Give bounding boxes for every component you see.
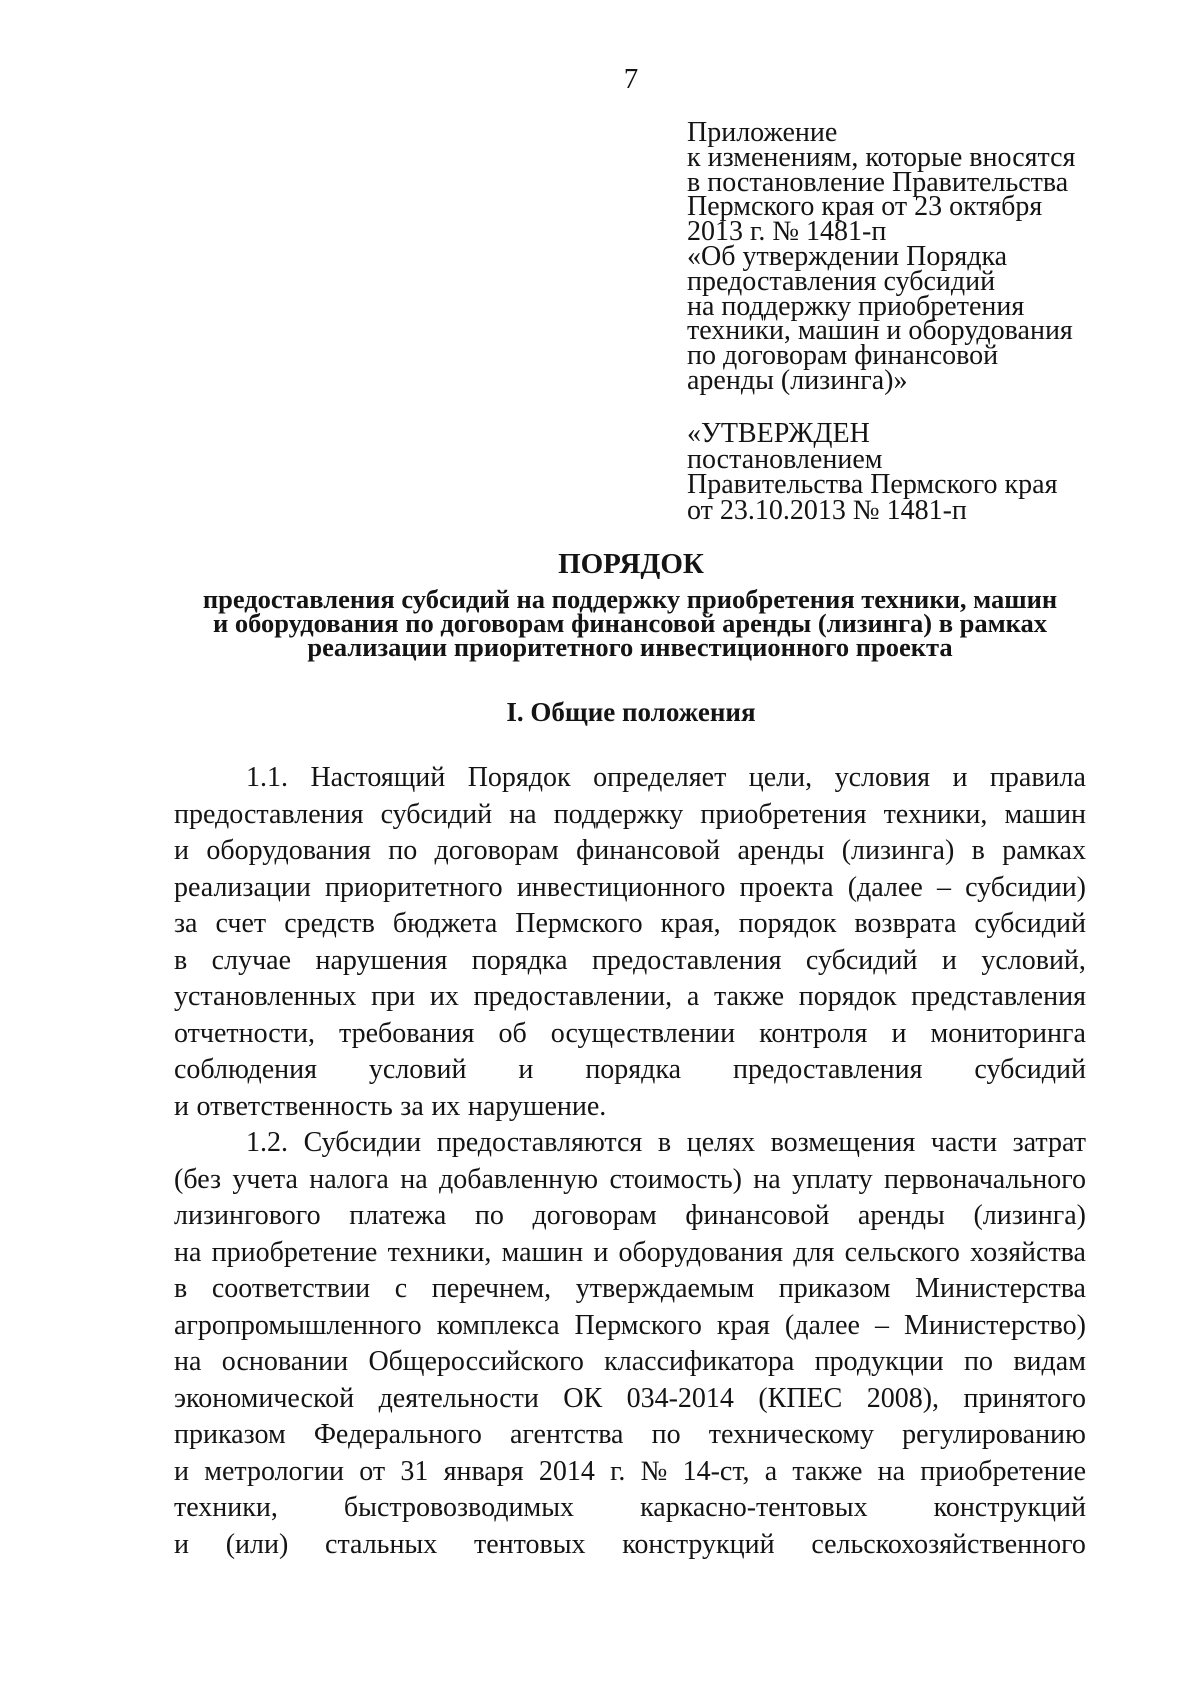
approval-line: Правительства Пермского края <box>687 469 1058 500</box>
appendix-line: техники, машин и оборудования <box>687 315 1073 347</box>
approval-block <box>687 418 1107 526</box>
page-number: 7 <box>623 63 639 95</box>
body-text <box>174 760 1086 1563</box>
text-line: на основании Общероссийского классификатора продукции по видам <box>174 1346 1086 1377</box>
text-line: приказом Федерального агентства по техническому регулированию <box>174 1419 1086 1450</box>
approval-line: «УТВЕРЖДЕН <box>687 418 870 449</box>
text-line: техники, быстровозводимых каркасно-тентовых конструкций <box>174 1492 1086 1523</box>
appendix-line: аренды (лизинга)» <box>687 364 908 396</box>
text-line: и оборудования по договорам финансовой аренды (лизинга) в рамках <box>174 835 1086 866</box>
appendix-line: 2013 г. № 1481-п <box>687 216 887 248</box>
text-line: (без учета налога на добавленную стоимость) на уплату первоначального <box>174 1163 1086 1195</box>
section-heading: I. Общие положения <box>506 697 756 727</box>
text-line: 1.2. Субсидии предоставляются в целях возмещения части затрат <box>246 1127 1086 1158</box>
text-line: и ответственность за их нарушение. <box>174 1090 607 1122</box>
text-line: 1.1. Настоящий Порядок определяет цели, условия и правила <box>246 762 1086 793</box>
document-subtitle <box>170 584 1090 662</box>
paragraph <box>174 760 1086 1125</box>
appendix-line: предоставления субсидий <box>687 265 996 297</box>
document-title: ПОРЯДОК <box>558 548 704 580</box>
text-line: экономической деятельности ОК 034-2014 (КПЕС 2008), принятого <box>174 1382 1086 1414</box>
text-line: и метрологии от 31 января 2014 г. № 14-ст, а также на приобретение <box>174 1455 1086 1487</box>
text-line: за счет средств бюджета Пермского края, порядок возврата субсидий <box>174 908 1086 939</box>
text-line: предоставления субсидий на поддержку приобретения техники, машин <box>174 798 1086 830</box>
subtitle-line: предоставления субсидий на поддержку приобретения техники, машин <box>202 584 1058 614</box>
appendix-line: «Об утверждении Порядка <box>687 240 1008 272</box>
appendix-line: Приложение <box>687 117 838 148</box>
text-line: реализации приоритетного инвестиционного проекта (далее – субсидии) <box>174 871 1086 903</box>
text-line: на приобретение техники, машин и оборудования для сельского хозяйства <box>174 1236 1086 1268</box>
appendix-line: к изменениям, которые вносятся <box>687 141 1076 173</box>
appendix-line: Пермского края от 23 октября <box>687 191 1043 223</box>
text-line: в случае нарушения порядка предоставления субсидий и условий, <box>174 944 1086 976</box>
approval-line: от 23.10.2013 № 1481-п <box>687 494 967 526</box>
appendix-line: по договорам финансовой <box>687 340 999 372</box>
paragraph <box>174 1125 1086 1563</box>
subtitle-line: реализации приоритетного инвестиционного проекта <box>307 632 953 662</box>
approval-line: постановлением <box>687 443 883 475</box>
text-line: и (или) стальных тентовых конструкций сельскохозяйственного <box>174 1528 1086 1560</box>
subtitle-line: и оборудования по договорам финансовой аренды (лизинга) в рамках <box>212 608 1048 638</box>
appendix-line: на поддержку приобретения <box>687 290 1025 322</box>
text-line: в соответствии с перечнем, утверждаемым приказом Министерства <box>174 1273 1086 1304</box>
text-line: отчетности, требования об осуществлении контроля и мониторинга <box>174 1017 1086 1049</box>
text-line: лизингового платежа по договорам финансовой аренды (лизинга) <box>174 1200 1086 1231</box>
text-line: соблюдения условий и порядка предоставления субсидий <box>174 1054 1086 1085</box>
appendix-block <box>687 117 1107 396</box>
text-line: установленных при их предоставлении, а также порядок представления <box>174 981 1086 1012</box>
text-line: агропромышленного комплекса Пермского края (далее – Министерство) <box>174 1309 1086 1341</box>
appendix-line: в постановление Правительства <box>687 166 1069 198</box>
